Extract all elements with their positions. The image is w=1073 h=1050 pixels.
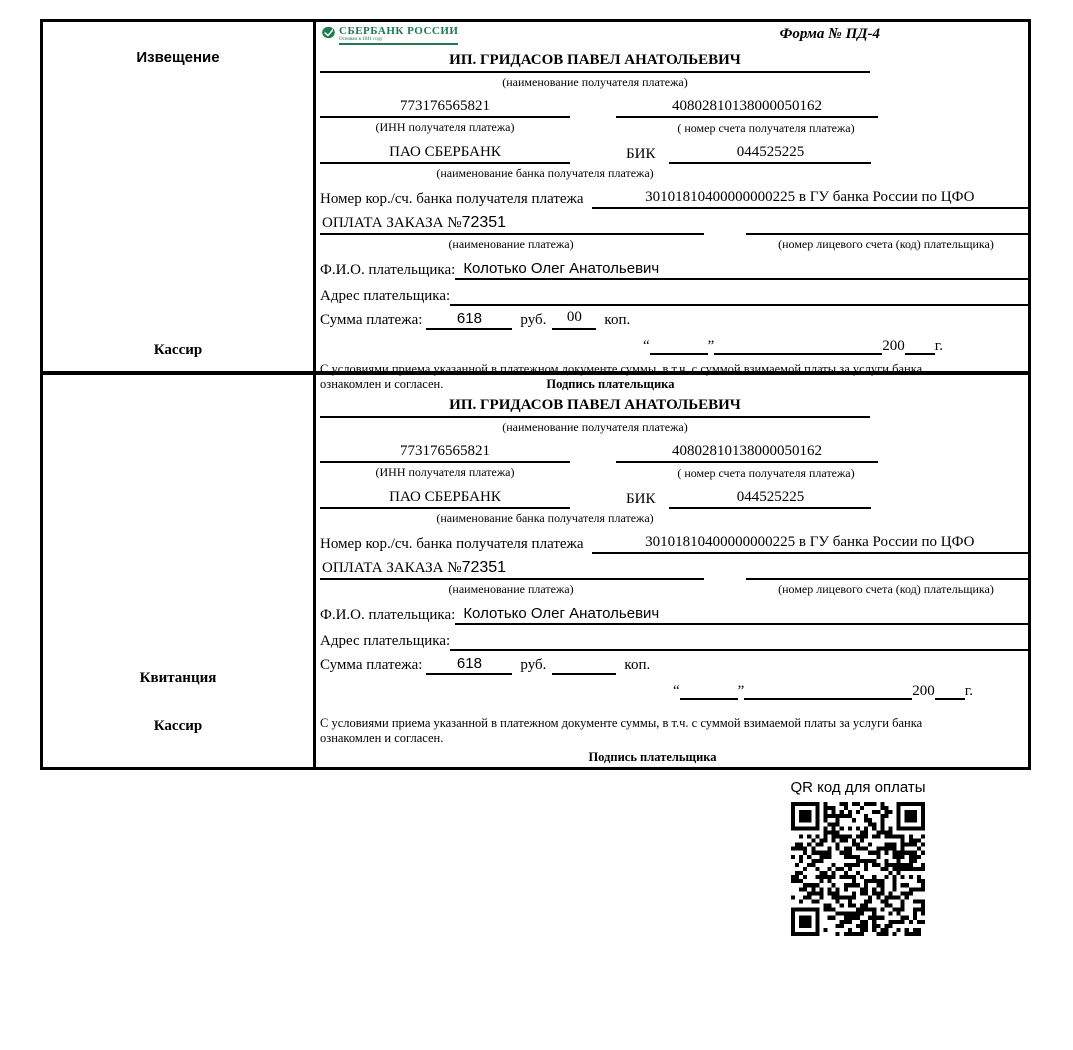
notice-side-cell (43, 22, 316, 371)
qr-label: QR код для оплаты (790, 779, 926, 796)
sum-rub-value: 618 (426, 655, 512, 675)
date-open-quote: “ (642, 338, 650, 354)
payer-name-row (320, 605, 1028, 625)
bank-name-caption: (наименование банка получателя платежа) (436, 166, 654, 180)
bik-label: БИК (626, 146, 656, 162)
recipient-inn-value: 773176565821 (320, 443, 570, 463)
qr-section (788, 779, 928, 936)
personal-account-blank (746, 213, 1028, 235)
bank-row (320, 489, 1028, 509)
payer-signature-label: Подпись плательщика (588, 750, 717, 764)
payer-name-value: Колотько Олег Анатольевич (455, 260, 1028, 280)
bik-label: БИК (626, 491, 656, 507)
payer-address-blank (450, 628, 1028, 651)
sum-rub-value: 618 (426, 310, 512, 330)
section-label-receipt: Квитанция (139, 670, 217, 686)
payer-address-label: Адрес плательщика: (320, 288, 451, 304)
bik-value: 044525225 (669, 489, 871, 509)
payer-address-blank (450, 283, 1028, 306)
corr-account-value: 30101810400000000225 в ГУ банка России по ЦФО (592, 189, 1028, 209)
payment-purpose-prefix: ОПЛАТА ЗАКАЗА № (322, 560, 462, 576)
pd4-payment-form (40, 19, 1031, 770)
payer-address-row (320, 283, 1028, 306)
agreement-line2: ознакомлен и согласен. (320, 731, 444, 745)
sum-kop-value: 00 (552, 309, 596, 330)
date-close-quote: ” (707, 338, 715, 354)
date-year-blank (905, 335, 935, 355)
order-number: 72351 (461, 214, 507, 231)
payer-signature-label: Подпись плательщика (546, 377, 675, 391)
sberbank-brand-text: СБЕРБАНК РОССИИ (339, 25, 459, 37)
agreement-block (320, 716, 985, 746)
inn-account-captions (320, 463, 1028, 483)
bank-name-value: ПАО СБЕРБАНК (320, 489, 570, 509)
kop-unit-label: коп. (604, 312, 631, 328)
agreement-line1: С условиями приема указанной в платежном документе суммы, в т.ч. с суммой взимаемой платы за услуги банка (320, 716, 923, 730)
corr-account-label: Номер кор./сч. банка получателя платежа (320, 536, 584, 552)
sberbank-logo (322, 26, 458, 45)
corr-account-row (320, 534, 1028, 554)
date-year-suffix: г. (964, 683, 973, 699)
sum-kop-blank (552, 654, 616, 675)
date-year-prefix: 200 (912, 683, 935, 699)
bik-value: 044525225 (669, 144, 871, 164)
sberbank-logo-text (339, 26, 458, 45)
payer-name-value: Колотько Олег Анатольевич (455, 605, 1028, 625)
notice-main-cell (316, 22, 1028, 391)
bank-row (320, 144, 1028, 164)
personal-account-blank (746, 558, 1028, 580)
inn-caption: (ИНН получателя платежа) (375, 120, 515, 134)
recipient-account-value: 40802810138000050162 (616, 98, 878, 118)
rub-unit-label: руб. (520, 657, 547, 673)
payment-purpose-row (320, 558, 1028, 580)
rub-unit-label: руб. (520, 312, 547, 328)
receipt-main-cell (316, 375, 1028, 767)
sum-label: Сумма платежа: (320, 312, 423, 328)
cashier-label: Кассир (153, 342, 203, 358)
payment-purpose-caption: (наименование платежа) (448, 582, 574, 596)
corr-account-value: 30101810400000000225 в ГУ банка России по ЦФО (592, 534, 1028, 554)
inn-caption: (ИНН получателя платежа) (375, 465, 515, 479)
form-header-row (320, 26, 1028, 52)
payment-purpose-value (320, 214, 704, 235)
recipient-name-caption: (наименование получателя платежа) (502, 75, 688, 89)
personal-account-caption: (номер лицевого счета (код) плательщика) (778, 237, 994, 251)
receipt-side-cell (43, 375, 316, 767)
corr-account-row (320, 189, 1028, 209)
payment-qr-code (791, 802, 925, 936)
recipient-name: ИП. ГРИДАСОВ ПАВЕЛ АНАТОЛЬЕВИЧ (320, 397, 870, 418)
receipt-section (43, 375, 1028, 767)
inn-account-row (320, 98, 1028, 118)
payment-sum-row (320, 309, 1028, 330)
bank-name-caption: (наименование банка получателя платежа) (436, 511, 654, 525)
payment-purpose-caption: (наименование платежа) (448, 237, 574, 251)
account-caption: ( номер счета получателя платежа) (677, 121, 855, 135)
recipient-inn-value: 773176565821 (320, 98, 570, 118)
order-number: 72351 (461, 559, 507, 576)
form-number: Форма № ПД-4 (779, 26, 880, 42)
payment-purpose-row (320, 213, 1028, 235)
sberbank-emblem-icon (322, 26, 335, 39)
agreement-line1: С условиями приема указанной в платежном документе суммы, в т.ч. с суммой взимаемой платы за услуги банка (320, 362, 923, 376)
date-year-blank (935, 680, 965, 700)
date-row (320, 335, 1028, 355)
date-month-blank (714, 335, 882, 355)
payment-purpose-prefix: ОПЛАТА ЗАКАЗА № (322, 215, 462, 231)
personal-account-caption: (номер лицевого счета (код) плательщика) (778, 582, 994, 596)
payer-address-label: Адрес плательщика: (320, 633, 451, 649)
date-day-blank (650, 335, 708, 355)
kop-unit-label: коп. (624, 657, 651, 673)
corr-account-label: Номер кор./сч. банка получателя платежа (320, 191, 584, 207)
payer-name-label: Ф.И.О. плательщика: (320, 262, 456, 278)
notice-section (43, 22, 1028, 391)
bank-name-value: ПАО СБЕРБАНК (320, 144, 570, 164)
recipient-name-caption: (наименование получателя платежа) (502, 420, 688, 434)
cashier-label: Кассир (153, 718, 203, 734)
payer-name-label: Ф.И.О. плательщика: (320, 607, 456, 623)
agreement-line2: ознакомлен и согласен. (320, 377, 444, 391)
date-close-quote: ” (737, 683, 745, 699)
payment-purpose-value (320, 559, 704, 580)
section-label-notice: Извещение (136, 49, 220, 66)
sum-label: Сумма платежа: (320, 657, 423, 673)
recipient-name: ИП. ГРИДАСОВ ПАВЕЛ АНАТОЛЬЕВИЧ (320, 52, 870, 73)
account-caption: ( номер счета получателя платежа) (677, 466, 855, 480)
inn-account-captions (320, 118, 1028, 138)
sberbank-tagline: Основан в 1841 году (339, 37, 383, 42)
payment-captions-row (320, 580, 1028, 599)
date-year-suffix: г. (934, 338, 943, 354)
payment-captions-row (320, 235, 1028, 254)
payer-name-row (320, 260, 1028, 280)
payer-address-row (320, 628, 1028, 651)
date-month-blank (744, 680, 912, 700)
date-open-quote: “ (672, 683, 680, 699)
inn-account-row (320, 443, 1028, 463)
date-day-blank (680, 680, 738, 700)
recipient-account-value: 40802810138000050162 (616, 443, 878, 463)
payment-sum-row (320, 654, 1028, 675)
date-year-prefix: 200 (882, 338, 905, 354)
date-row (320, 680, 1028, 700)
